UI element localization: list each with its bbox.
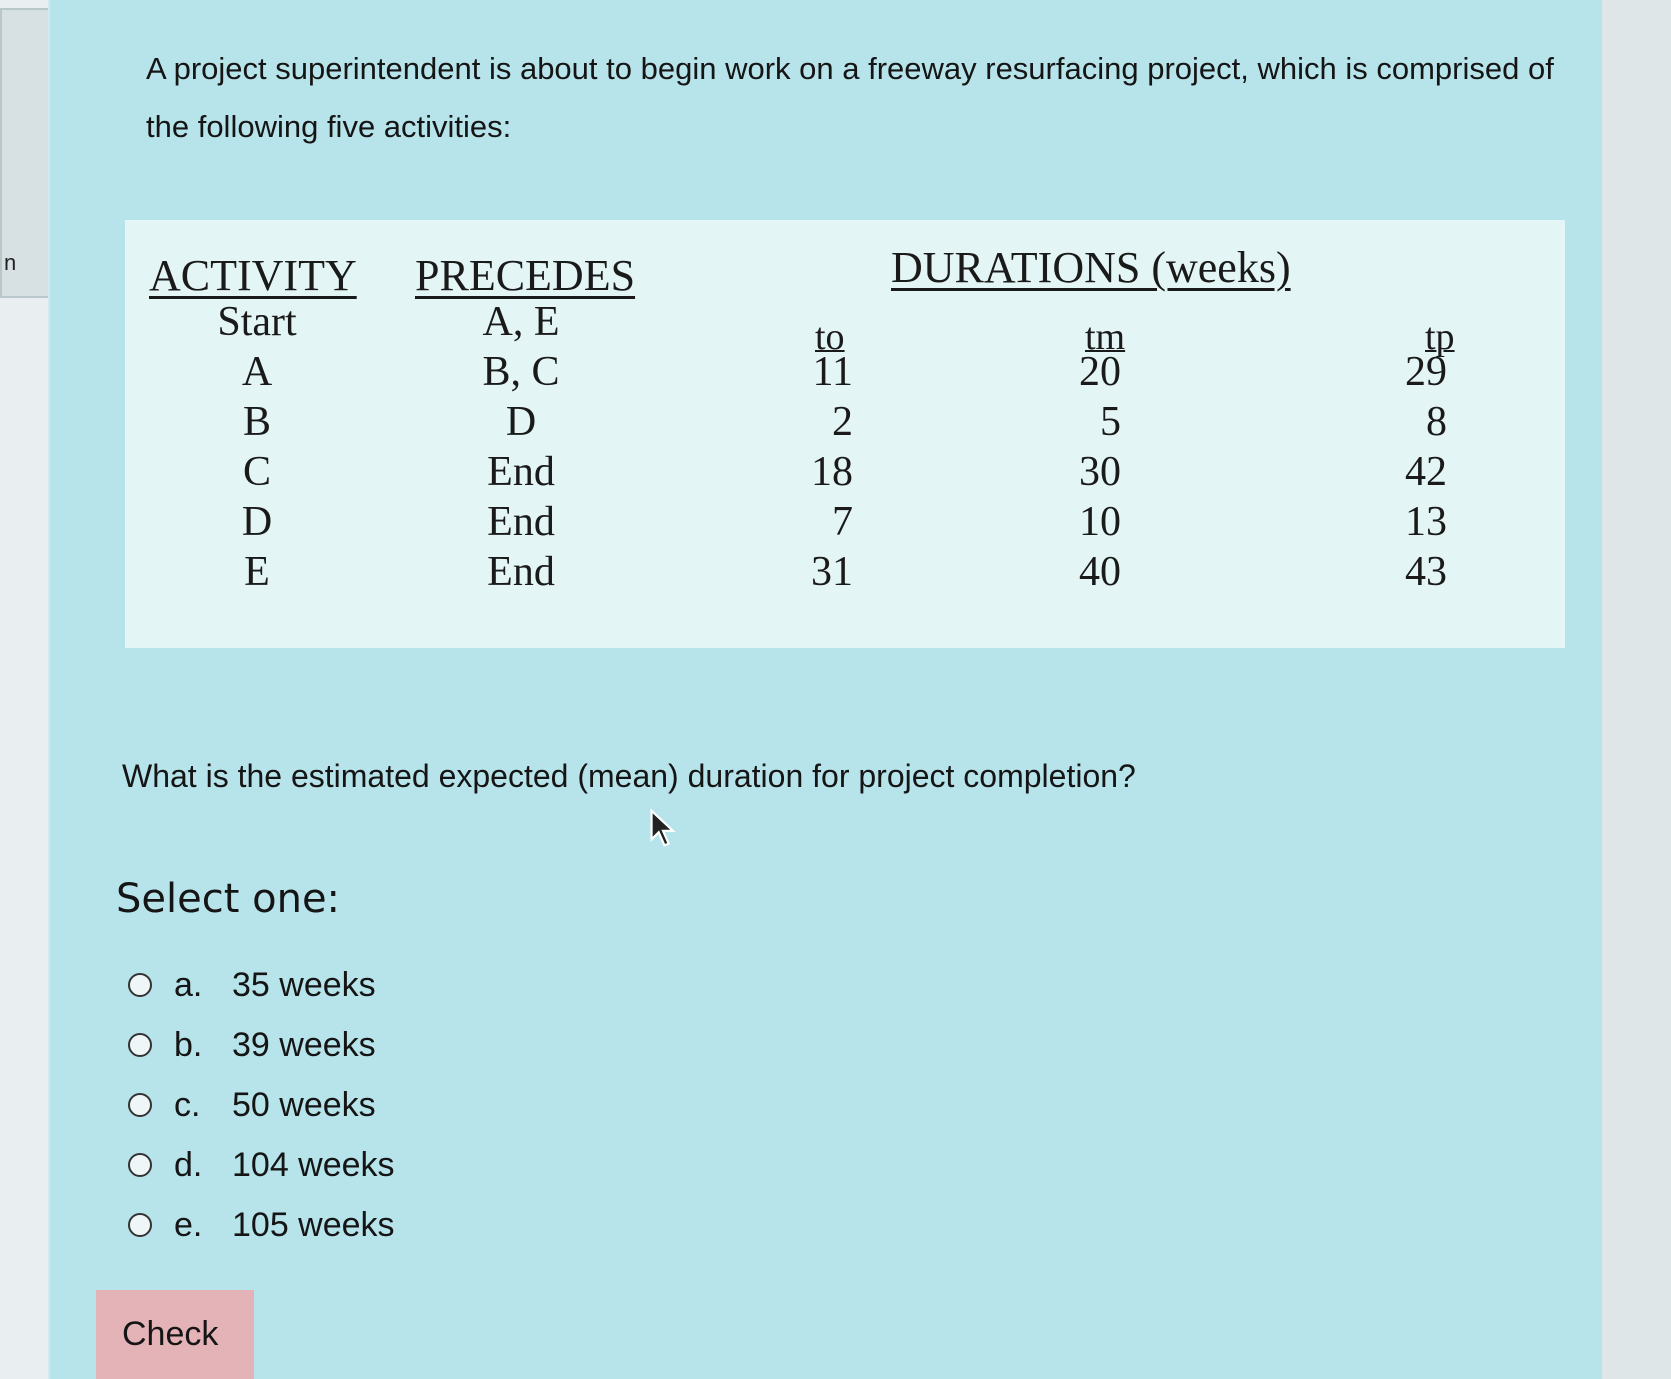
table-cell-tm: 40 [1079, 549, 1121, 595]
radio-button[interactable] [128, 1033, 152, 1057]
check-button[interactable]: Check [96, 1290, 254, 1379]
header-to: to [815, 316, 845, 358]
table-cell-precedes: B, C [482, 349, 560, 395]
activity-table [125, 220, 1565, 648]
question-intro: A project superintendent is about to begin work on a freeway resurfacing project, which is comprised of the following five activities: [146, 51, 1554, 144]
answer-option[interactable] [128, 1140, 395, 1190]
option-text: 35 weeks [232, 965, 376, 1004]
table-cell-activity: E [244, 549, 270, 595]
table-cell-to: 7 [832, 499, 853, 545]
table-cell-activity: Start [217, 299, 297, 345]
mouse-cursor-icon [648, 808, 678, 848]
question-prompt: What is the estimated expected (mean) duration for project completion? [122, 758, 1136, 794]
option-letter: e. [174, 1205, 203, 1244]
table-cell-activity: C [242, 449, 272, 495]
header-durations: DURATIONS (weeks) [891, 243, 1291, 292]
option-letter: d. [174, 1145, 203, 1184]
radio-button[interactable] [128, 1153, 152, 1177]
radio-button[interactable] [128, 1093, 152, 1117]
table-cell-activity: A [241, 349, 273, 395]
table-cell-activity: D [241, 499, 273, 545]
table-cell-to: 31 [811, 549, 853, 595]
table-cell-precedes: End [487, 549, 555, 595]
header-tp: tp [1425, 316, 1455, 358]
table-cell-activity: B [242, 399, 272, 445]
option-letter: c. [174, 1085, 201, 1124]
table-cell-tp: 42 [1405, 449, 1447, 495]
table-cell-to: 2 [832, 399, 853, 445]
option-text: 105 weeks [232, 1205, 395, 1244]
table-cell-precedes: A, E [482, 299, 560, 345]
header-tm: tm [1085, 316, 1126, 358]
select-one-label: Select one: [116, 876, 341, 922]
table-cell-precedes: D [505, 399, 537, 445]
option-letter: b. [174, 1025, 203, 1064]
table-cell-to: 18 [811, 449, 853, 495]
table-cell-tm: 30 [1079, 449, 1121, 495]
header-activity: ACTIVITY [149, 251, 357, 300]
table-cell-precedes: End [487, 499, 555, 545]
answer-option[interactable] [128, 1020, 376, 1070]
table-cell-tm: 20 [1079, 349, 1121, 395]
table-cell-tm: 10 [1079, 499, 1121, 545]
table-cell-tp: 13 [1405, 499, 1447, 545]
option-text: 50 weeks [232, 1085, 376, 1124]
radio-button[interactable] [128, 973, 152, 997]
radio-button[interactable] [128, 1213, 152, 1237]
option-letter: a. [174, 965, 203, 1004]
answer-option[interactable] [128, 1080, 376, 1130]
table-cell-tm: 5 [1100, 399, 1121, 445]
question-panel [48, 0, 1602, 1379]
left-nav-letter: n [4, 250, 17, 275]
table-cell-tp: 8 [1426, 399, 1447, 445]
option-text: 39 weeks [232, 1025, 376, 1064]
table-cell-to: 11 [812, 349, 853, 395]
header-precedes: PRECEDES [415, 251, 636, 300]
answer-option[interactable] [128, 960, 376, 1010]
option-text: 104 weeks [232, 1145, 395, 1184]
table-cell-precedes: End [487, 449, 555, 495]
table-cell-tp: 29 [1405, 349, 1447, 395]
table-cell-tp: 43 [1405, 549, 1447, 595]
answer-option[interactable] [128, 1200, 395, 1250]
